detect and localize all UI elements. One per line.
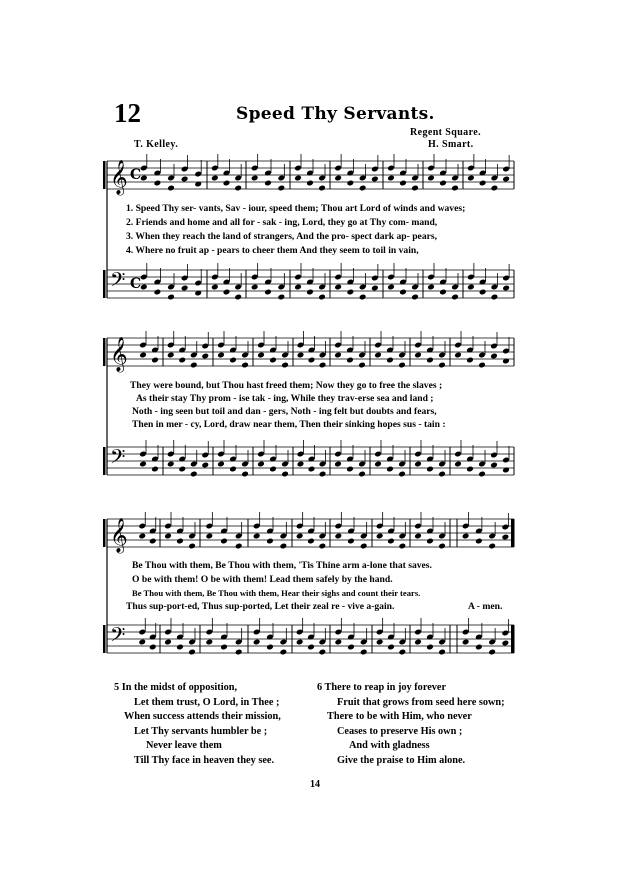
treble-note [264, 180, 272, 187]
verse-line: 2. Friends and home and all for - sak - ing, Lord, they go at Thy com- mand, [126, 217, 438, 228]
treble-clef-icon: 𝄞 [110, 518, 128, 553]
treble-note [490, 353, 498, 360]
stanza-5 [114, 681, 281, 769]
treble-note [149, 538, 157, 545]
treble-note [376, 533, 384, 540]
verse-line: Be Thou with them, Be Thou with them, Hear their sighs and count their tears. [132, 588, 421, 598]
bass-note [426, 466, 434, 473]
tune-name: Regent Square. [410, 127, 481, 138]
treble-note [206, 533, 214, 540]
stanza-line: There to be with Him, who never [327, 711, 472, 723]
bass-note [411, 294, 419, 301]
treble-note [281, 362, 289, 369]
treble-note [346, 357, 354, 364]
treble-note [307, 538, 315, 545]
treble-note [398, 362, 406, 369]
bass-note [306, 289, 314, 296]
treble-note [257, 352, 265, 359]
bass-note [319, 649, 327, 656]
treble-note [306, 180, 314, 187]
bass-note [278, 294, 286, 301]
hymn-title: Speed Thy Servants. [236, 104, 435, 124]
bass-clef-icon: 𝄢 [110, 623, 126, 651]
stanza-line: Fruit that grows from seed here sown; [337, 696, 505, 708]
treble-note [347, 180, 355, 187]
bass-note [139, 461, 147, 468]
treble-note [253, 533, 261, 540]
bass-note [269, 466, 277, 473]
treble-note [235, 543, 243, 550]
treble-note [462, 533, 470, 540]
bass-note [217, 461, 225, 468]
treble-note [427, 175, 435, 182]
treble-note [502, 176, 510, 183]
stanza-line: 6 There to reap in joy forever [317, 682, 447, 693]
treble-note [387, 175, 395, 182]
bass-note [234, 294, 242, 301]
treble-note [181, 176, 189, 183]
bass-note [399, 289, 407, 296]
bass-note [347, 289, 355, 296]
treble-note [454, 352, 462, 359]
bass-note [454, 461, 462, 468]
treble-note [347, 538, 355, 545]
bass-note [154, 289, 162, 296]
treble-note [334, 175, 342, 182]
bass-note [138, 639, 146, 646]
treble-note [178, 357, 186, 364]
bass-note [296, 639, 304, 646]
bass-note [176, 644, 184, 651]
final-barline [511, 625, 514, 653]
bass-note [399, 649, 407, 656]
brace-mark [103, 270, 106, 298]
bass-note [475, 644, 483, 651]
stanza-line: When success attends their mission, [124, 711, 281, 723]
bass-note [220, 644, 228, 651]
bass-note [347, 644, 355, 651]
verse-line: 1. Speed Thy ser- vants, Sav - iour, speed them; Thou art Lord of winds and waves; [126, 203, 466, 214]
bass-note [264, 289, 272, 296]
bass-note [178, 466, 186, 473]
treble-note [478, 362, 486, 369]
treble-note [176, 538, 184, 545]
treble-note [335, 533, 343, 540]
treble-note [167, 185, 175, 192]
treble-note [451, 185, 459, 192]
bass-note [491, 294, 499, 301]
treble-note [294, 175, 302, 182]
bass-note [164, 639, 172, 646]
bass-note [229, 466, 237, 473]
bass-note [334, 461, 342, 468]
page-number: 14 [310, 779, 320, 790]
treble-note [334, 352, 342, 359]
composer-credit: H. Smart. [428, 139, 474, 150]
bass-note [427, 284, 435, 291]
bass-note [359, 294, 367, 301]
bass-note [307, 644, 315, 651]
verse-line: Noth - ing seen but toil and dan - gers, Noth - ing felt but doubts and fears, [132, 406, 437, 417]
bass-note [414, 639, 422, 646]
treble-note [138, 533, 146, 540]
stanza-line: Give the praise to Him alone. [337, 754, 466, 766]
treble-note [438, 543, 446, 550]
stanza-line: Never leave them [146, 740, 222, 752]
treble-note [188, 543, 196, 550]
verse-line: Be Thou with them, Be Thou with them, 'Tis Thine arm a-lone that saves. [132, 560, 432, 571]
bass-note [257, 461, 265, 468]
treble-note [318, 185, 326, 192]
bass-note [206, 639, 214, 646]
treble-note [488, 543, 496, 550]
amen-label: A - men. [468, 601, 503, 612]
stanza-line: Till Thy face in heaven they see. [134, 754, 275, 766]
treble-note [399, 543, 407, 550]
treble-note [426, 538, 434, 545]
treble-clef-icon: 𝄞 [110, 337, 128, 372]
bass-note [181, 285, 189, 292]
bass-note [297, 461, 305, 468]
treble-note [164, 533, 172, 540]
bass-note [308, 466, 316, 473]
treble-note [278, 185, 286, 192]
stanza-line: And with gladness [349, 740, 430, 752]
bass-note [414, 461, 422, 468]
bass-note [479, 289, 487, 296]
time-signature-icon: C [130, 167, 142, 183]
hymn-number: 12 [114, 98, 141, 128]
bass-note [201, 462, 209, 469]
verse-line: Then in mer - cy, Lord, draw near them, Then their sinking hopes sus - tain : [132, 419, 446, 430]
treble-note [241, 362, 249, 369]
verse-line: O be with them! O be with them! Lead them safely by the hand. [132, 574, 393, 585]
bass-note [334, 284, 342, 291]
bass-note [149, 644, 157, 651]
treble-note [234, 185, 242, 192]
bass-note [346, 466, 354, 473]
bass-note [398, 471, 406, 478]
bass-clef-icon: 𝄢 [110, 268, 126, 296]
treble-note [167, 352, 175, 359]
brace-mark [103, 625, 106, 653]
treble-note [491, 185, 499, 192]
bass-note [280, 649, 288, 656]
brace-mark [103, 447, 106, 475]
verse-line: Thus sup-port-ed, Thus sup-ported, Let their zeal re - vive a-gain. [126, 601, 395, 612]
verse-line: As their stay Thy prom - ise tak - ing, While they trav-erse sea and land ; [136, 393, 434, 404]
bass-note [253, 639, 261, 646]
treble-note [374, 352, 382, 359]
treble-note [211, 175, 219, 182]
bass-note [371, 285, 379, 292]
treble-note [475, 538, 483, 545]
brace-mark [103, 519, 106, 547]
bass-note [387, 284, 395, 291]
final-barline [511, 519, 514, 547]
stanza-line: Let them trust, O Lord, in Thee ; [134, 696, 280, 708]
treble-note [414, 352, 422, 359]
bass-note [426, 644, 434, 651]
treble-note [479, 180, 487, 187]
bass-note [387, 644, 395, 651]
bass-note [490, 462, 498, 469]
treble-clef-icon: 𝄞 [110, 160, 128, 195]
bass-note [462, 639, 470, 646]
verse-line: 3. When they reach the land of strangers, And the pro- spect dark ap- pears, [126, 231, 438, 242]
bass-note [211, 284, 219, 291]
treble-note [467, 175, 475, 182]
treble-note [229, 357, 237, 364]
bass-note [190, 471, 198, 478]
bass-note [358, 471, 366, 478]
bass-note [281, 471, 289, 478]
treble-note [151, 357, 159, 364]
bass-note [376, 639, 384, 646]
bass-note [266, 644, 274, 651]
bass-note [451, 294, 459, 301]
bass-note [502, 285, 510, 292]
bass-note [294, 284, 302, 291]
bass-note [360, 649, 368, 656]
treble-note [297, 352, 305, 359]
bass-note [335, 639, 343, 646]
stanza-6 [317, 681, 505, 769]
verse-line: 4. Where no fruit ap - pears to cheer them And they seem to toil in vain, [126, 245, 419, 256]
treble-note [266, 538, 274, 545]
treble-note [502, 534, 510, 541]
bass-note [188, 649, 196, 656]
bass-note [241, 471, 249, 478]
bass-note [318, 294, 326, 301]
treble-note [438, 362, 446, 369]
bass-note [151, 466, 159, 473]
bass-note [438, 471, 446, 478]
treble-note [439, 180, 447, 187]
treble-note [360, 543, 368, 550]
bass-note [374, 461, 382, 468]
bass-note [386, 466, 394, 473]
bass-note [439, 289, 447, 296]
treble-note [414, 533, 422, 540]
author-credit: T. Kelley. [134, 139, 179, 150]
bass-note [438, 649, 446, 656]
treble-note [280, 543, 288, 550]
treble-note [387, 538, 395, 545]
treble-note [251, 175, 259, 182]
bass-note [478, 471, 486, 478]
time-signature-icon: C [130, 276, 142, 292]
treble-note [371, 176, 379, 183]
treble-note [386, 357, 394, 364]
treble-note [466, 357, 474, 364]
treble-note [359, 185, 367, 192]
treble-note [201, 353, 209, 360]
bass-clef-icon: 𝄢 [110, 445, 126, 473]
treble-note [319, 362, 327, 369]
bass-note [251, 284, 259, 291]
brace-mark [103, 161, 106, 189]
treble-note [358, 362, 366, 369]
treble-note [190, 362, 198, 369]
bass-note [167, 294, 175, 301]
bass-note [502, 640, 510, 647]
treble-note [296, 533, 304, 540]
treble-note [399, 180, 407, 187]
treble-note [217, 352, 225, 359]
treble-note [139, 352, 147, 359]
bass-note [235, 649, 243, 656]
stanza-line: Let Thy servants humbler be ; [134, 725, 268, 737]
treble-note [220, 538, 228, 545]
treble-note [411, 185, 419, 192]
bass-note [319, 471, 327, 478]
treble-note [269, 357, 277, 364]
bass-note [167, 461, 175, 468]
bass-note [467, 284, 475, 291]
brace-mark [103, 338, 106, 366]
bass-note [223, 289, 231, 296]
bass-note [466, 466, 474, 473]
treble-note [308, 357, 316, 364]
treble-note [223, 180, 231, 187]
verse-line: They were bound, but Thou hast freed them; Now they go to free the slaves ; [130, 380, 443, 391]
stanza-line: 5 In the midst of opposition, [114, 682, 238, 693]
treble-note [154, 180, 162, 187]
stanza-line: Ceases to preserve His own ; [337, 725, 463, 737]
treble-note [319, 543, 327, 550]
treble-note [426, 357, 434, 364]
bass-note [488, 649, 496, 656]
